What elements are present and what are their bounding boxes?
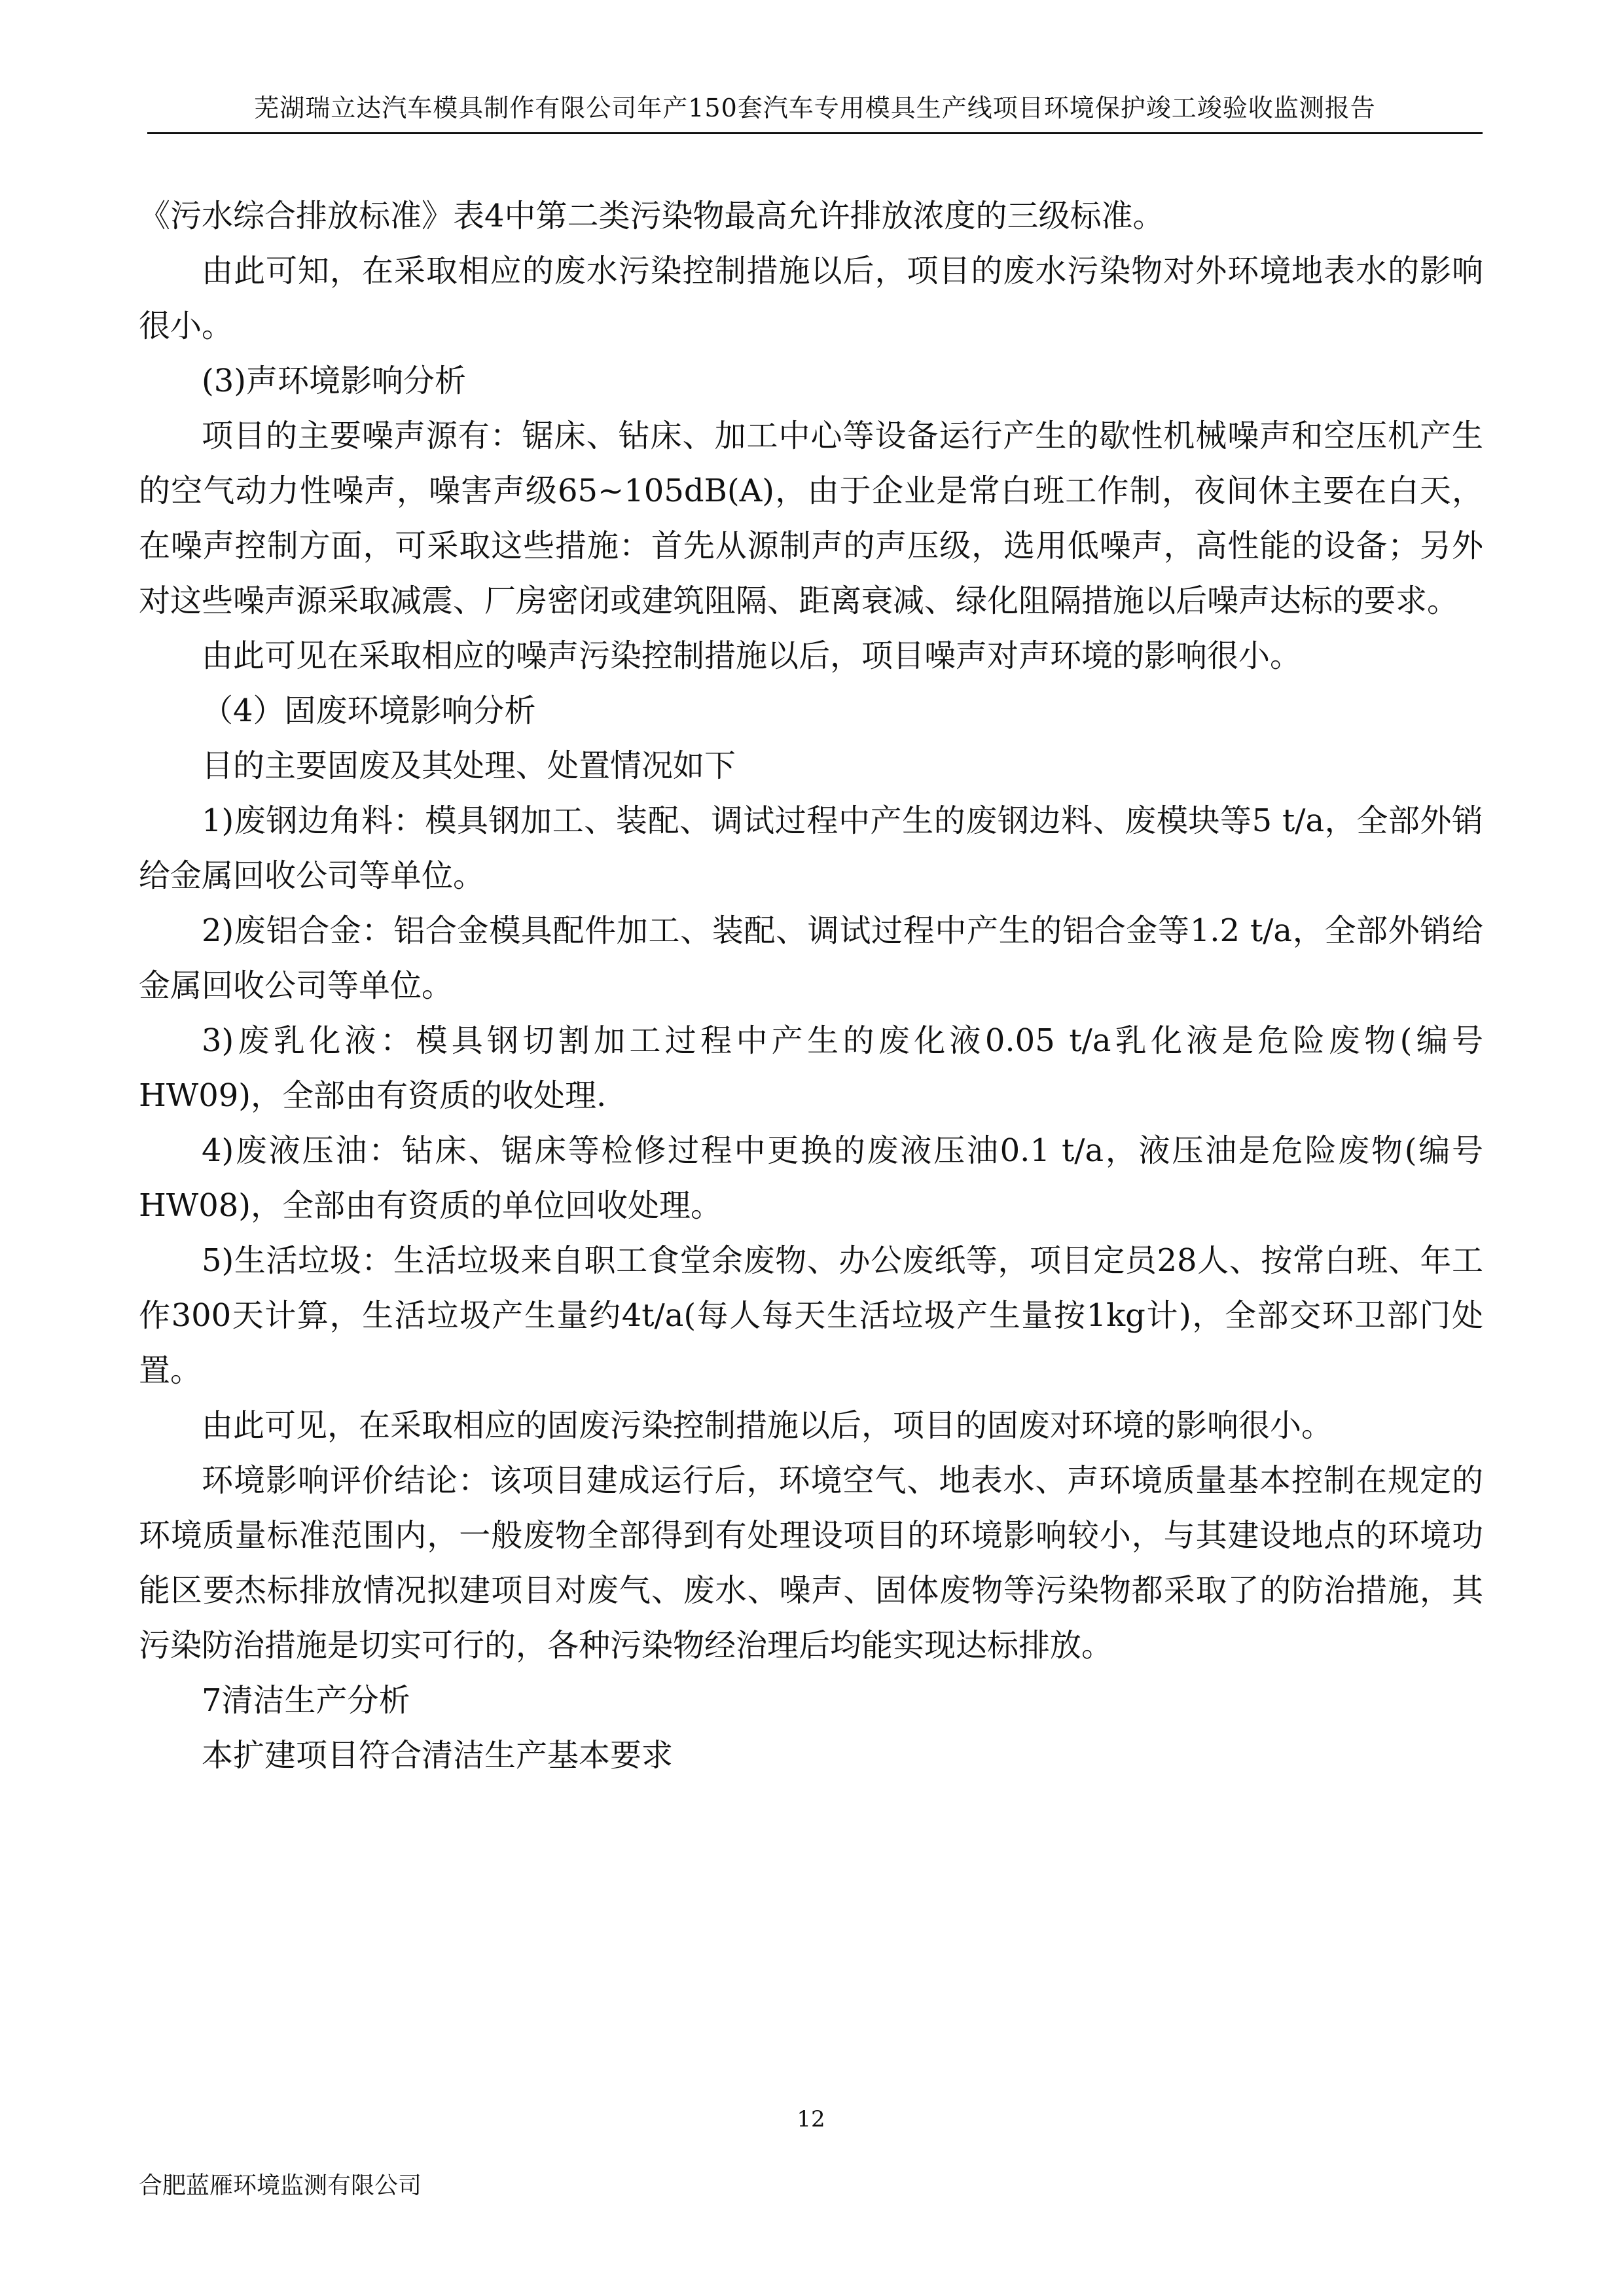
list-item-domestic-garbage: 5)生活垃圾：生活垃圾来自职工食堂余废物、办公废纸等，项目定员28人、按常白班、年工作300天计算，生活垃圾产生量约4t/a(每人每天生活垃圾产生量按1kg计)，全部交环卫部门处置。 [139, 1242, 1483, 1389]
document-body [139, 188, 1483, 1783]
page-number: 12 [797, 2106, 825, 2132]
list-item-waste-steel: 1)废钢边角料：模具钢加工、装配、调试过程中产生的废钢边料、废模块等5 t/a，全部外销给金属回收公司等单位。 [139, 802, 1483, 894]
page-header-title: 芜湖瑞立达汽车模具制作有限公司年产150套汽车专用模具生产线项目环境保护竣工竣验收监测报告 [254, 94, 1376, 122]
list-item-waste-hydraulic-oil: 4)废液压油：钻床、锯床等检修过程中更换的废液压油0.1 t/a，液压油是危险废物(编号HW08)，全部由有资质的单位回收处理。 [139, 1132, 1483, 1224]
section-heading-noise: (3)声环境影响分析 [202, 363, 466, 399]
paragraph-noise-sources: 项目的主要噪声源有：锯床、钻床、加工中心等设备运行产生的歇性机械噪声和空压机产生的空气动力性噪声，噪害声级65~105dB(A)，由于企业是常白班工作制，夜间休主要在白天，在噪声控制方面，可采取这些措施：首先从源制声的声压级，选用低噪声，高性能的设备；另外对这些噪声源采取减震、厂房密闭或建筑阻隔、距离衰减、绿化阻隔措施以后噪声达标的要求。 [139, 418, 1483, 619]
paragraph-solid-waste-conclusion: 由此可见，在采取相应的固废污染控制措施以后，项目的固废对环境的影响很小。 [202, 1407, 1333, 1444]
paragraph-eia-conclusion: 环境影响评价结论：该项目建成运行后，环境空气、地表水、声环境质量基本控制在规定的环境质量标准范围内，一般废物全部得到有处理设项目的环境影响较小，与其建设地点的环境功能区要杰标排放情况拟建项目对废气、废水、噪声、固体废物等污染物都采取了的防治措施，其污染防治措施是切实可行的，各种污染物经治理后均能实现达标排放。 [139, 1462, 1483, 1664]
list-item-waste-aluminum: 2)废铝合金：铝合金模具配件加工、装配、调试过程中产生的铝合金等1.2 t/a，全部外销给金属回收公司等单位。 [139, 912, 1483, 1004]
paragraph-continuation: 《污水综合排放标准》表4中第二类污染物最高允许排放浓度的三级标准。 [139, 198, 1164, 234]
section-heading-clean-production: 7清洁生产分析 [202, 1682, 410, 1719]
paragraph-solid-waste-intro: 目的主要固废及其处理、处置情况如下 [202, 747, 736, 784]
paragraph-clean-production: 本扩建项目符合清洁生产基本要求 [202, 1737, 674, 1774]
paragraph-noise-conclusion: 由此可见在采取相应的噪声污染控制措施以后，项目噪声对声环境的影响很小。 [202, 637, 1302, 674]
section-heading-solid-waste: （4）固废环境影响分析 [202, 692, 536, 729]
header-divider [147, 132, 1483, 134]
list-item-waste-emulsion: 3)废乳化液：模具钢切割加工过程中产生的废化液0.05 t/a乳化液是危险废物(编号HW09)，全部由有资质的收处理. [139, 1022, 1483, 1114]
footer-company-name: 合肥蓝雁环境监测有限公司 [139, 2172, 422, 2199]
paragraph-wastewater-conclusion: 由此可知，在采取相应的废水污染控制措施以后，项目的废水污染物对外环境地表水的影响很小。 [139, 253, 1483, 344]
